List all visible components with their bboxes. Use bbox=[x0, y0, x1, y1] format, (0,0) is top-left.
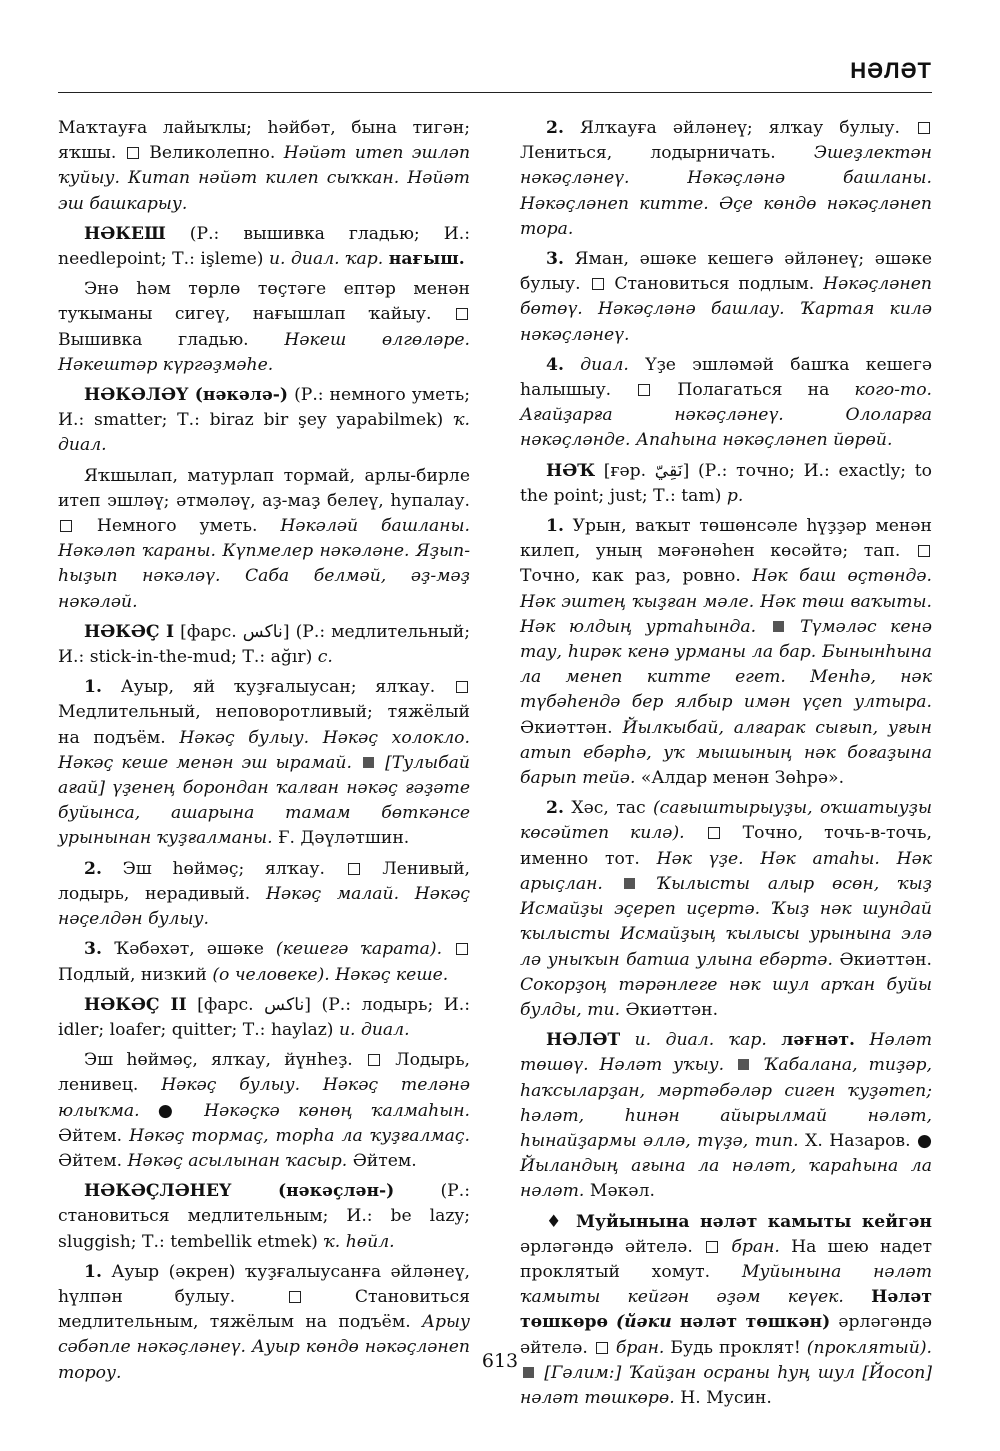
filled-square-icon bbox=[363, 757, 374, 768]
open-square-icon bbox=[456, 308, 468, 320]
open-square-icon bbox=[348, 863, 360, 875]
entry-nalat: НӘЛӘТ и. диал. ҡар. ләғнәт. Нәләт төшөү. Нәләт уҡыу. Ҡабалана, тиҙәр, һаҡсыларҙан, мәртәбәләр сиген ҡуҙәтеп; һәләт, һинән айырылмай нәләт, һынайҙармы әллә, түҙә, тип. Х. Назаров. ● Йыландың ағына ла нәләт, ҡараһына ла нәләт. Мәкәл. bbox=[520, 1030, 933, 1202]
entry-nakalau: НӘКӘЛӘҮ (нәкәлә-) (Р.: немного уметь; И.: smatter; Т.: biraz bir şey yapabilmek) ҡ. диал. bbox=[58, 385, 471, 456]
entry-nakaslaneu: НӘКӘҪЛӘНЕҮ (нәкәҫлән-) (Р.: становиться медлительным; И.: be lazy; sluggish; Т.: tembellik etmek) ҡ. һөйл. bbox=[58, 1181, 470, 1252]
diamond-icon: ♦ bbox=[546, 1211, 566, 1232]
sense-2: 2. Хәс, тас (сағыштырыуҙы, оҡшатыуҙы көсәйтеп килә). Точно, точь-в-точь, именно тот. Нәк үҙе. Нәк атаһы. Нәк арыҫлан. Ҡылысты алыр өсөн, ҡыҙ Исмайҙы эҫереп иҫертә. Ҡыҙ нәк шундай ҡылысты Исмайҙың ҡылысы урынына элә лә уныҡын батша улына ебәртә. Әкиәттән. Сокорҙоң тәрәнлеге нәк шул арҡан буйы булды, ти. Әкиәттән. bbox=[520, 798, 933, 1020]
filled-square-icon bbox=[624, 878, 635, 889]
sense-1: 1. Ауыр, яй ҡуҙғалыусан; ялҡау. Медлительный, неповоротливый; тяжёлый на подъём. Нәкәҫ булыу. Нәкәҫ холокло. Нәкәҫ кеше менән эш ырамай. [Тулыбай ағай] үҙенең борондан ҡалған нәкәҫ ғәҙәте буйынса, ашарына тамам бөткәнсе урынынан ҡуҙғалманы. Ғ. Дәүләтшин. bbox=[58, 677, 470, 849]
headword: НӘҠ bbox=[546, 460, 596, 481]
left-column bbox=[58, 116, 470, 1391]
header-rule bbox=[58, 92, 932, 93]
open-square-icon bbox=[918, 545, 930, 557]
entry-nakas-1: НӘКӘҪ I [фарс. ناكس] (Р.: медлительный; И.: stick-in-the-mud; Т.: ağır) с. bbox=[58, 621, 470, 668]
entry-nakas-2-definition: Эш һөймәҫ, ялҡау, йүнһеҙ. Лодырь, ленивец. Нәкәҫ булыу. Нәкәҫ теләнә юлыҡма. ● Нәкәҫкә көнөң ҡалмаһын. Әйтем. Нәкәҫ тормаҫ, торһа ла ҡуҙғалмаҫ. Әйтем. Нәкәҫ асылынан ҡасыр. Әйтем. bbox=[58, 1050, 471, 1171]
sense-3: 3. Яман, әшәке кешегә әйләнеү; әшәке булыу. Становиться подлым. Нәкәҫләнеп бөтөү. Нәкәҫләнә башлау. Ҡартая килә нәкәҫләнеү. bbox=[520, 249, 933, 345]
headword: НӘКӘҪ II bbox=[84, 994, 187, 1015]
page-number: 613 bbox=[481, 1350, 519, 1372]
entry-nak: НӘҠ [ғәр. نَقِيّ] (Р.: точно; И.: exactly; to the point; just; Т.: tam) р. bbox=[520, 460, 932, 506]
right-column bbox=[520, 116, 932, 1416]
headword: НӘКӘҪЛӘНЕҮ (нәкәҫлән-) bbox=[84, 1181, 395, 1202]
open-square-icon bbox=[60, 520, 72, 532]
bullet-icon: ● bbox=[157, 1100, 186, 1121]
idiom-block: ♦ Муйынына нәләт камыты кейгән әрләгәндә әйтелә. бран. На шею надет проклятый хомут. Муйынына нәләт ҡамыты кейгән әҙәм кеүек. Нәләт төшкөрө (йәки нәләт төшкән) әрләгәндә әйтелә. бран. Будь проклят! (проклятый). [Гәлим:] Ҡайҙан осраны һуң шул [Йосоп] нәләт төшкөрө. Н. Мусин. bbox=[520, 1211, 933, 1408]
sense-2: 2. Эш һөймәҫ; ялҡау. Ленивый, лодырь, нерадивый. Нәкәҫ малай. Нәкәҫ нәҫелдән булыу. bbox=[58, 858, 471, 930]
sense-1: 1. Урын, ваҡыт төшөнсәле һүҙҙәр менән килеп, уның мәғәнәһен көсәйтә; тап. Точно, как раз, ровно. Нәк баш өҫтөндә. Нәк эштең ҡыҙған мәле. Нәк төш ваҡыты. Нәк юлдың уртаһында. Түмәләс кенә тау, һирәк кенә урманы ла бар. Бынынһына ла менеп китте егет. Менһә, нәк түбәһендә бер ялбыр имән үҫеп ултыра. Әкиәттән. Йылкыбай, алғарак сығып, уғын атып ебәрһә, уҡ мышының нәк боғаҙына барып тейә. «Алдар менән Зөһрә». bbox=[520, 516, 932, 789]
bullet-icon: ● bbox=[917, 1130, 933, 1151]
filled-square-icon bbox=[738, 1059, 749, 1070]
open-square-icon bbox=[708, 827, 720, 839]
entry-nakalau-definition: Яҡшылап, матурлап тормай, арлы-бирле итеп эшләү; әтмәләү, аҙ-маҙ белеү, һупалау. Немного уметь. Нәкәләй башланы. Нәкәләп ҡараны. Күпмелер нәкәләне. Яҙып-һыҙып нәкәләү. Саба белмәй, әҙ-мәҙ нәкәләй. bbox=[58, 465, 470, 612]
entry-nakesh-definition: Энә һәм төрлө төҫтәге ептәр менән туҡыманы сигеү, нағышлап ҡайыу. Вышивка гладью. Нәкеш өлгөләре. Нәкештәр күргәҙмәһе. bbox=[58, 279, 470, 375]
headword: НӘКЕШ bbox=[84, 223, 166, 244]
sense-4: 4. диал. Үҙе эшләмәй башҡа кешегә һалышыу. Полагаться на кого-то. Ағайҙарға нәкәҫләнеү. Ололарға нәкәҫләнде. Апаһына нәкәҫләнеп йөрөй. bbox=[520, 354, 933, 451]
open-square-icon bbox=[638, 384, 650, 396]
headword: НӘЛӘТ bbox=[546, 1030, 621, 1051]
entry-continuation: Маҡтауға лайыҡлы; һәйбәт, бына тигән; яҡшы. Великолепно. Нәйәт итеп эшләп ҡуйыу. Китап нәйәт килеп сыҡкан. Нәйәт эш башкарыу. bbox=[58, 118, 471, 214]
open-square-icon bbox=[918, 122, 930, 134]
sense-2: 2. Ялҡауға әйләнеү; ялҡау булыу. Лениться, лодырничать. Эшеҙлектән нәкәҫләнеү. Нәкәҫләнә башланы. Нәкәҫләнеп китте. Әҫе көндө нәкәҫләнеп тора. bbox=[520, 118, 932, 239]
running-head: НӘЛӘТ bbox=[850, 58, 932, 83]
sense-1: 1. Ауыр (әкрен) ҡуҙғалыусанға әйләнеү, һүлпән булыу. Становиться медлительным, тяжёлым на подъём. Арыу сәбәпле нәкәҫләнеү. Ауыр көндө нәкәҫләнеп тороу. bbox=[58, 1261, 471, 1383]
open-square-icon bbox=[456, 943, 468, 955]
headword: НӘКӘҪ I bbox=[84, 621, 175, 642]
headword: НӘКӘЛӘҮ (нәкәлә-) bbox=[84, 385, 289, 406]
filled-square-icon bbox=[773, 621, 784, 632]
open-square-icon bbox=[456, 681, 468, 693]
open-square-icon bbox=[368, 1054, 380, 1066]
entry-nakesh: НӘКЕШ (Р.: вышивка гладью; И.: needlepoint; Т.: işleme) и. диал. ҡар. нағыш. bbox=[58, 223, 470, 270]
open-square-icon bbox=[289, 1291, 301, 1303]
open-square-icon bbox=[127, 147, 139, 159]
open-square-icon bbox=[706, 1241, 718, 1253]
entry-nakas-2: НӘКӘҪ II [фарс. ناكس] (Р.: лодырь; И.: idler; loafer; quitter; Т.: haylaz) и. диал. bbox=[58, 994, 470, 1040]
open-square-icon bbox=[592, 278, 604, 290]
sense-3: 3. Ҡәбәхәт, әшәке (кешегә ҡарата). Подлый, низкий (о человеке). Нәкәҫ кеше. bbox=[58, 937, 470, 987]
